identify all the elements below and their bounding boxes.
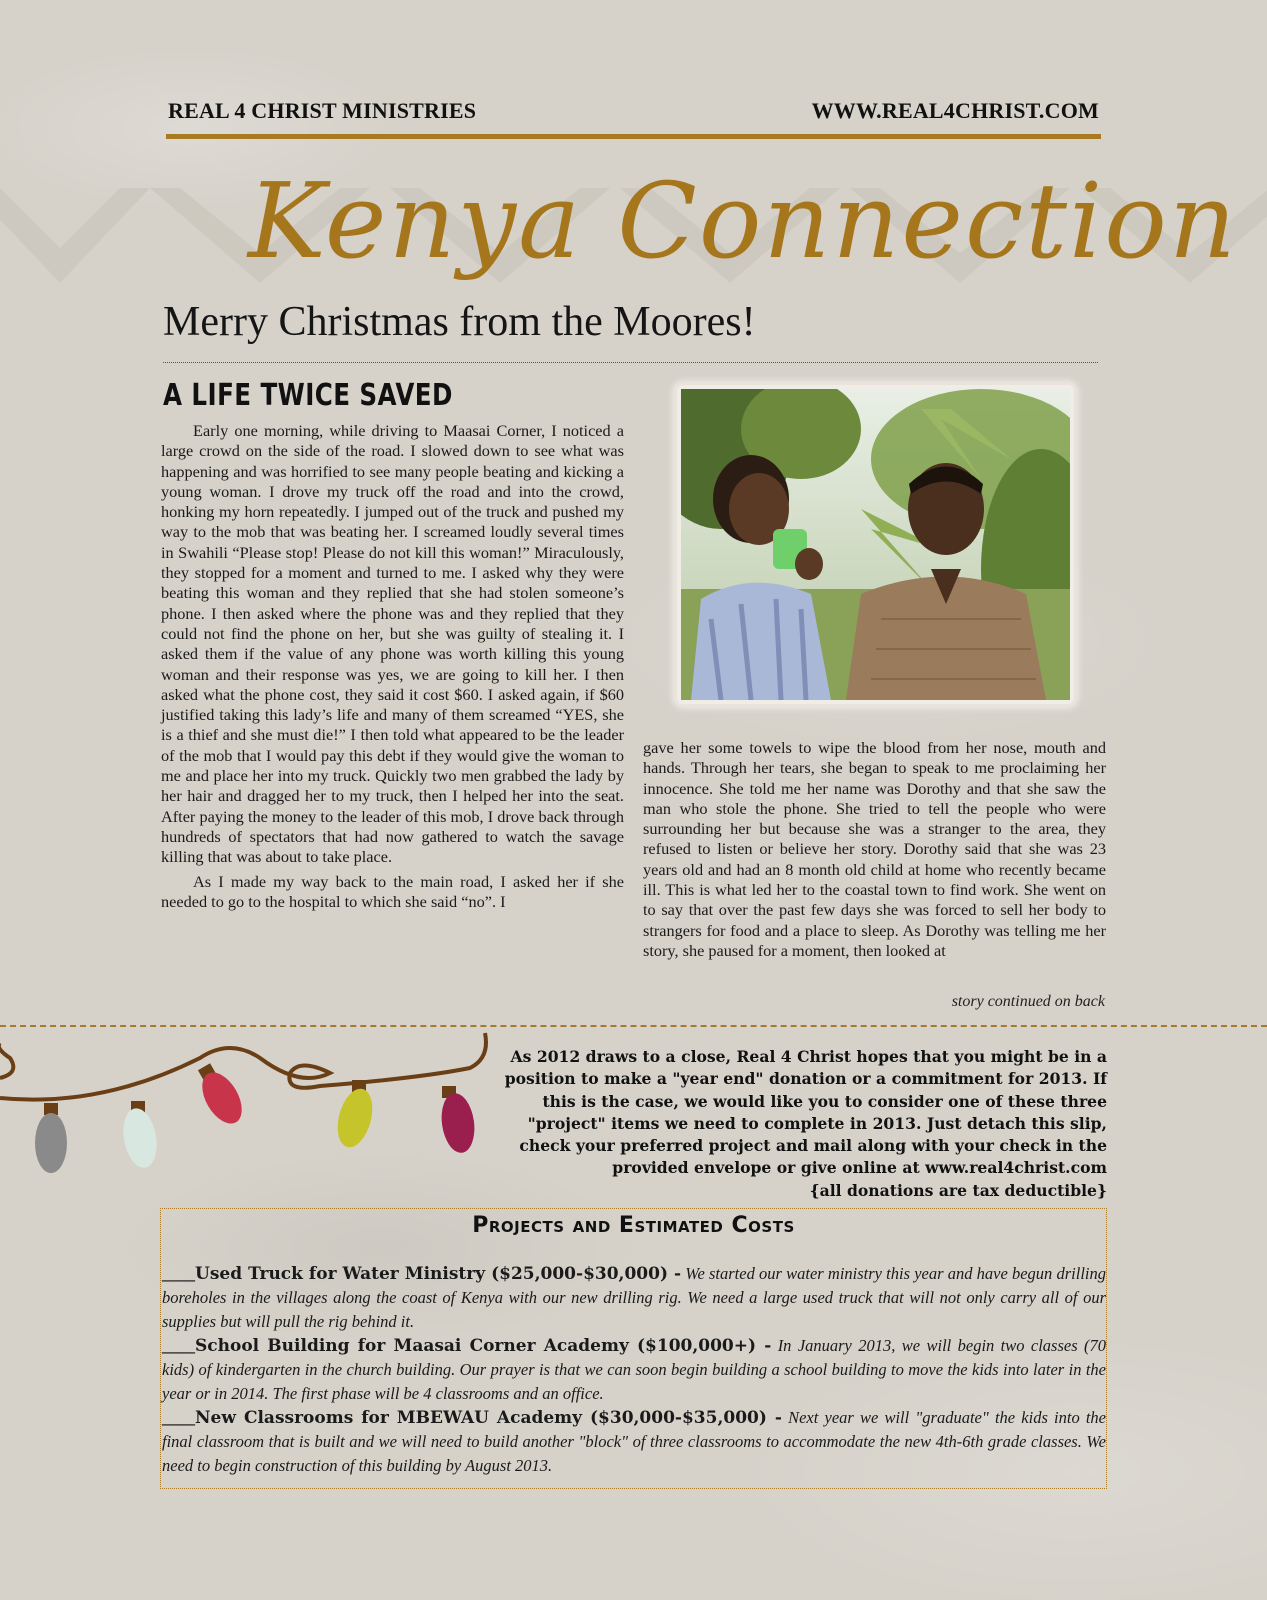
article-paragraph-2: As I made my way back to the main road, I asked her if she needed to go to the hospital to which she said “no”. I bbox=[161, 871, 624, 911]
article-column-2 bbox=[643, 738, 1106, 961]
brand-title-text: Kenya Connection bbox=[248, 160, 1238, 282]
section-divider bbox=[163, 362, 1098, 363]
project-item-classrooms[interactable] bbox=[162, 1406, 1106, 1478]
project-name: School Building for Maasai Corner Academy ($100,000+) - bbox=[195, 1336, 772, 1356]
detach-line bbox=[0, 1025, 1267, 1027]
appeal-text: As 2012 draws to a close, Real 4 Christ hopes that you might be in a position to make a "year end" donation or a commitment for 2013. If this is the case, we would like you to consider one of these three "project" items we need to complete in 2013. Just detach this slip, check your preferred project and mail along with your check in the provided envelope or give online at www.real4christ.com bbox=[504, 1047, 1107, 1178]
light-bulb-yellow bbox=[332, 1080, 378, 1151]
project-name: Used Truck for Water Ministry ($25,000-$30,000) - bbox=[195, 1264, 682, 1284]
article-column-1 bbox=[161, 421, 624, 912]
donation-appeal bbox=[490, 1046, 1107, 1202]
checkbox-blank[interactable]: ____ bbox=[162, 1336, 195, 1355]
project-description: We started our water ministry this year and have begun drilling boreholes in the villages along the coast of Kenya with our new drilling rig. We need a large used truck that will not only carry all of our supplies but will pull the rig behind it. bbox=[162, 1264, 1106, 1331]
couple-photo-frame bbox=[677, 385, 1074, 704]
story-continued-note: story continued on back bbox=[951, 993, 1105, 1010]
project-description: Next year we will "graduate" the kids into the final classroom that is built and we will need to build another "block" of three classrooms to accommodate the new 4th-6th grade classes. We need to begin construction of this building by August 2013. bbox=[162, 1408, 1107, 1475]
website-link[interactable]: WWW.REAL4CHRIST.COM bbox=[811, 98, 1099, 123]
light-bulb-gray bbox=[35, 1103, 67, 1173]
organization-name: REAL 4 CHRIST MINISTRIES bbox=[168, 98, 477, 123]
article-paragraph-1: Early one morning, while driving to Maasai Corner, I noticed a large crowd on the side of the road. I slowed down to see what was happening and was horrified to see many people beating and kicking a young woman. I drove my truck off the road and into the crowd, honking my horn repeatedly. I jumped out of the truck and pushed my way to the mob that was beating her. I screamed loudly several times in Swahili “Please stop! Please do not kill this woman!” Miraculously, they stopped for a moment and turned to me. I asked why they were beating this woman and they replied that she had stolen someone’s phone. I then asked where the phone was and they replied that they could not find the phone on her, but she was guilty of stealing it. I asked them if the value of any phone was worth killing this young woman and their response was yes, we are going to kill her. I then asked what the phone cost, they said it cost $60. I asked again, if $60 justified taking this lady’s life and many of them screamed “YES, she is a thief and she must die!” I then told what appeared to be the leader of the mob that I would pay this debt if they would give the woman to me and place her into my truck. Quickly two men grabbed the lady by her hair and dragged her to my truck, then I helped her into the seat. After paying the money to the leader of this mob, I drove back through hundreds of spectators that had now gathered to watch the savage killing that was about to take place. bbox=[161, 421, 624, 867]
masthead-rule bbox=[166, 134, 1101, 139]
checkbox-blank[interactable]: ____ bbox=[162, 1408, 195, 1427]
project-item-school-building[interactable] bbox=[162, 1334, 1106, 1406]
projects-title: Projects and Estimated Costs bbox=[472, 1213, 795, 1238]
project-item-truck[interactable] bbox=[162, 1262, 1106, 1334]
light-bulb-maroon bbox=[438, 1086, 478, 1155]
project-name: New Classrooms for MBEWAU Academy ($30,000-$35,000) - bbox=[195, 1408, 782, 1428]
checkbox-blank[interactable]: ____ bbox=[162, 1264, 195, 1283]
project-description: In January 2013, we will begin two classes (70 kids) of kindergarten in the church building. Our prayer is that we can soon begin building a school building to move the kids into later in the year or in 2014. The first phase will be 4 classrooms and an office. bbox=[162, 1336, 1107, 1403]
couple-photo bbox=[681, 389, 1070, 700]
christmas-lights-illustration bbox=[0, 1028, 500, 1188]
page-subtitle: Merry Christmas from the Moores! bbox=[163, 299, 756, 345]
light-bulb-red bbox=[194, 1063, 250, 1130]
tax-deductible-note: {all donations are tax deductible} bbox=[809, 1180, 1107, 1200]
article-headline: A LIFE TWICE SAVED bbox=[163, 378, 453, 413]
light-bulb-mint bbox=[119, 1101, 161, 1170]
article-column-2-text: gave her some towels to wipe the blood from her nose, mouth and hands. Through her tears, she began to speak to me proclaiming her innocence. She told me her name was Dorothy and that she saw the man who stole the phone. She tried to tell the people who were surrounding her but because she was a stranger to the area, they refused to listen or believe her story. Dorothy said that she was 23 years old and had an 8 month old child at home who recently became ill. This is what led her to the coastal town to find work. She went on to say that over the past few days she was forced to sell her body to strangers for food and a place to sleep. As Dorothy was telling me her story, she paused for a moment, then looked at bbox=[643, 738, 1106, 960]
kenya-connection-title bbox=[0, 150, 1267, 320]
